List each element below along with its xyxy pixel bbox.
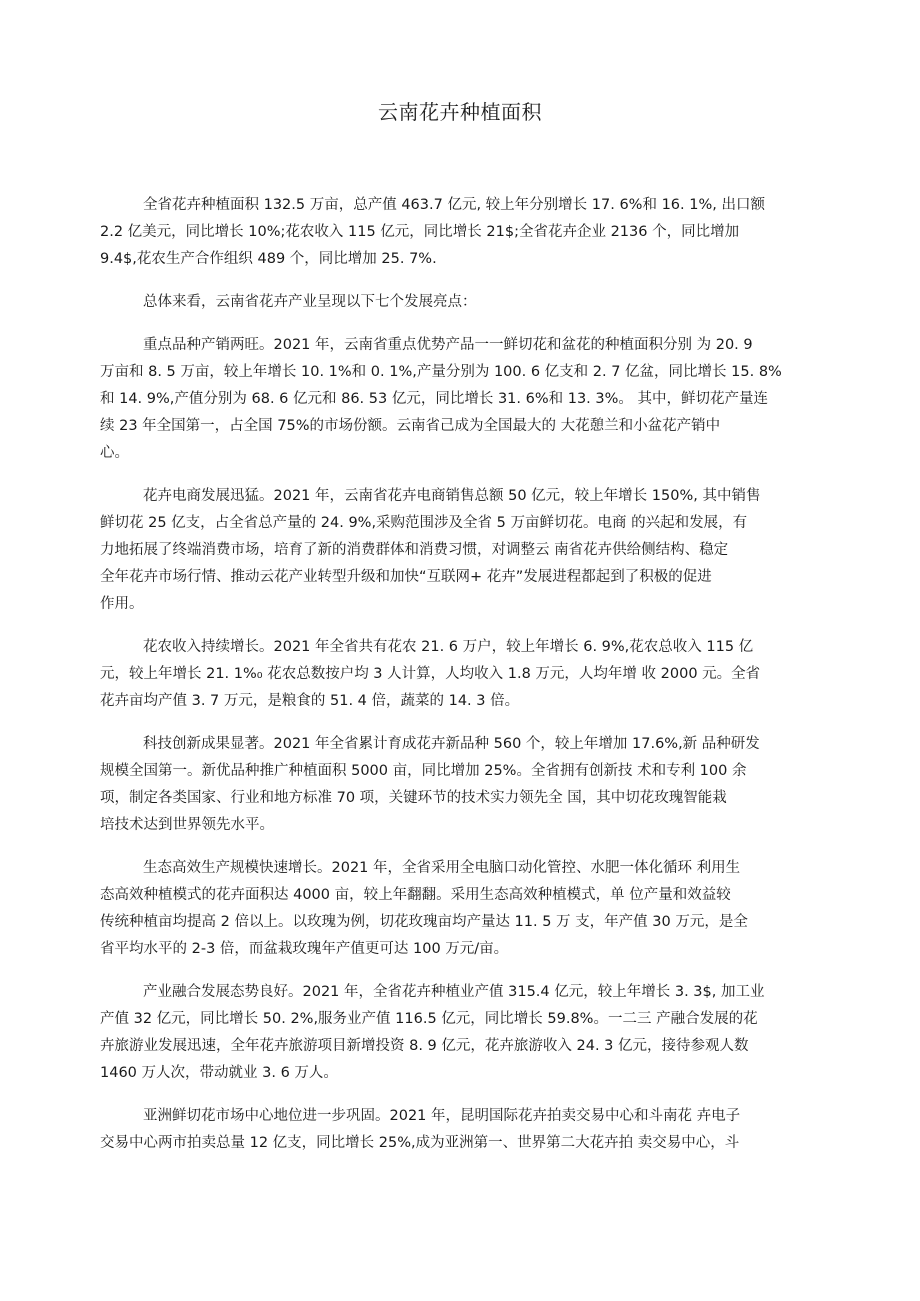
paragraph (100, 192, 825, 273)
paragraph-line: 鲜切花 25 亿支，占全省总产量的 24. 9%,采购范围涉及全省 5 万亩鲜切花。电商 的兴起和发展，有 (100, 515, 748, 531)
paragraph-line: 生态高效生产规模快速增长。2021 年，全省采用全电脑口动化管控、水肥一体化循环 利用生 (143, 860, 741, 876)
paragraph-line: 产业融合发展态势良好。2021 年，全省花卉种植业产值 315.4 亿元，较上年增长 3. 3$, 加工业 (143, 984, 765, 1000)
paragraph-line: 元，较上年增长 21. 1%₀ 花农总数按户均 3 人计算，人均收入 1.8 万元，人均年增 收 2000 元。全省 (100, 666, 761, 682)
document-title: 云南花卉种植面积 (378, 100, 542, 124)
paragraph-line: 9.4$,花农生产合作组织 489 个，同比增加 25. 7%. (100, 251, 437, 267)
paragraph-line: 全年花卉市场行情、推动云花产业转型升级和加快“互联网+ 花卉”发展进程都起到了积极的促进 (100, 569, 712, 585)
paragraph (100, 634, 825, 715)
paragraph-line: 花卉电商发展迅猛。2021 年，云南省花卉电商销售总额 50 亿元，较上年增长 150%, 其中销售 (143, 488, 761, 504)
paragraph-line: 态高效种植模式的花卉面积达 4000 亩，较上年翻翻。采用生态高效种植模式，单 位产量和效益较 (100, 887, 731, 903)
paragraph-line: 花农收入持续增长。2021 年全省共有花农 21. 6 万户，较上年增长 6. 9%,花农总收入 115 亿 (143, 639, 754, 655)
paragraph-line: 和 14. 9%,产值分别为 68. 6 亿元和 86. 53 亿元，同比增长 31. 6%和 13. 3%。 其中，鲜切花产量连 (100, 391, 769, 407)
paragraph-line: 规模全国第一。新优品种推广种植面积 5000 亩，同比增加 25%。全省拥有创新技 术和专利 100 余 (100, 763, 747, 779)
paragraph (100, 731, 825, 839)
paragraph (100, 1103, 825, 1157)
paragraph-line: 1460 万人次，带动就业 3. 6 万人。 (100, 1065, 338, 1081)
paragraph-line: 培技术达到世界领先水平。 (100, 817, 274, 833)
paragraph-line: 卉旅游业发展迅速，全年花卉旅游项目新增投资 8. 9 亿元，花卉旅游收入 24. 3 亿元，接待参观人数 (100, 1038, 749, 1054)
paragraph-line: 总体来看，云南省花卉产业呈现以下七个发展亮点： (143, 294, 477, 310)
paragraph-line: 传统种植亩均提高 2 倍以上。以玫瑰为例，切花玫瑰亩均产量达 11. 5 万 支，年产值 30 万元，是全 (100, 914, 748, 930)
paragraph-line: 万亩和 8. 5 万亩，较上年增长 10. 1%和 0. 1%,产量分别为 100. 6 亿支和 2. 7 亿盆，同比增长 15. 8% (100, 364, 782, 380)
paragraph-line: 续 23 年全国第一，占全国 75%的市场份额。云南省己成为全国最大的 大花憩兰和小盆花产销中 (100, 418, 721, 434)
paragraph-line: 重点品种产销两旺。2021 年，云南省重点优势产品一一鲜切花和盆花的种植面积分别 为 20. 9 (143, 337, 753, 353)
paragraph (100, 979, 825, 1087)
paragraph-line: 力地拓展了终端消费市场，培育了新的消费群体和消费习惯，对调整云 南省花卉供给侧结构、稳定 (100, 542, 729, 558)
paragraph-line: 项，制定各类国家、行业和地方标准 70 项，关键环节的技术实力领先全 国，其中切花玫瑰智能栽 (100, 790, 727, 806)
paragraph-line: 花卉亩均产值 3. 7 万元，是粮食的 51. 4 倍，蔬菜的 14. 3 倍。 (100, 693, 520, 709)
paragraph (100, 289, 825, 316)
paragraph-line: 全省花卉种植面积 132.5 万亩，总产值 463.7 亿元, 较上年分别增长 17. 6%和 16. 1%, 出口额 (143, 197, 765, 213)
document-body (100, 192, 825, 1173)
paragraph (100, 483, 825, 618)
paragraph-line: 2.2 亿美元，同比增长 10%;花农收入 115 亿元，同比增长 21$;全省花卉企业 2136 个，同比增加 (100, 224, 740, 240)
paragraph-line: 省平均水平的 2-3 倍，而盆栽玫瑰年产值更可达 100 万元/亩。 (100, 941, 509, 957)
paragraph-line: 亚洲鲜切花市场中心地位进一步巩固。2021 年，昆明国际花卉拍卖交易中心和斗南花 卉电子 (143, 1108, 741, 1124)
paragraph-line: 科技创新成果显著。2021 年全省累计育成花卉新品种 560 个，较上年增加 17.6%,新 品种研发 (143, 736, 760, 752)
paragraph (100, 855, 825, 963)
paragraph-line: 产值 32 亿元，同比增长 50. 2%,服务业产值 116.5 亿元，同比增长 59.8%。一二三 产融合发展的花 (100, 1011, 758, 1027)
paragraph-line: 作用。 (100, 596, 144, 612)
paragraph-line: 心。 (100, 445, 129, 461)
paragraph (100, 332, 825, 467)
paragraph-line: 交易中心两市拍卖总量 12 亿支，同比增长 25%,成为亚洲第一、世界第二大花卉拍 卖交易中心，斗 (100, 1135, 740, 1151)
